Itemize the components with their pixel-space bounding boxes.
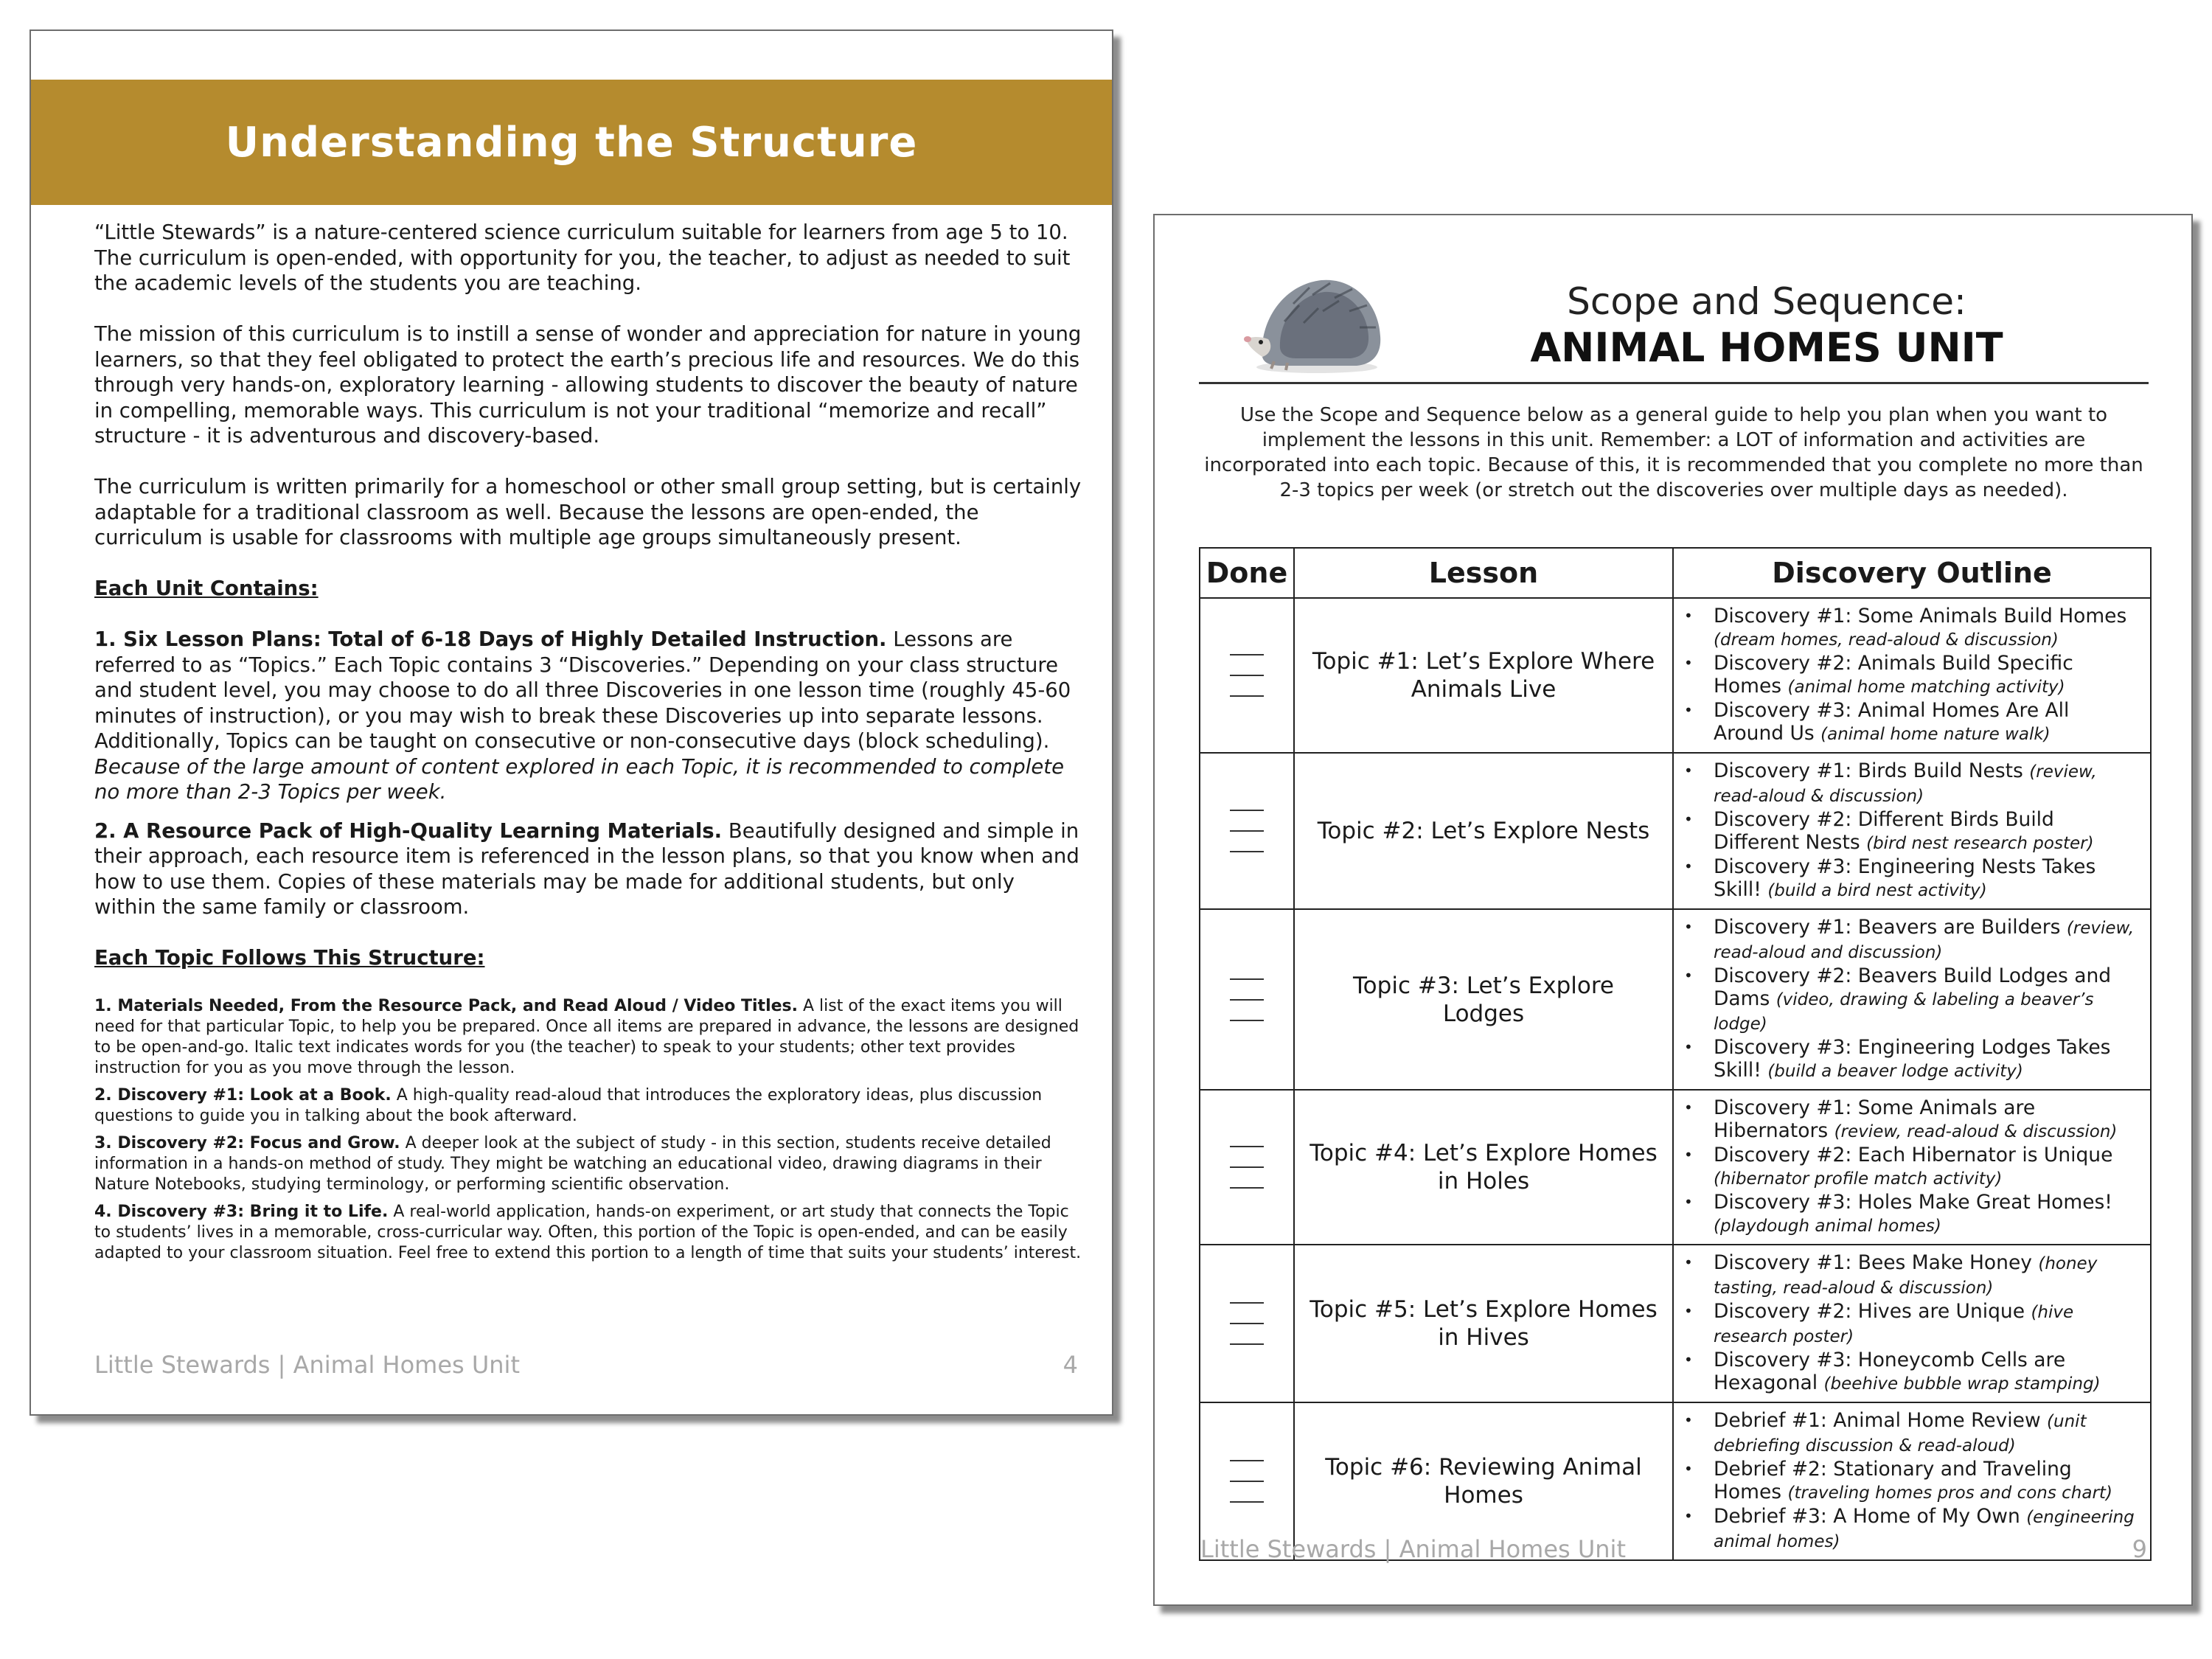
- footer-text: Little Stewards | Animal Homes Unit: [94, 1351, 520, 1379]
- done-checkbox[interactable]: [1230, 1460, 1264, 1461]
- item-bold-label: 1. Six Lesson Plans: Total of 6-18 Days of Highly Detailed Instruction.: [94, 627, 887, 651]
- done-checkbox[interactable]: [1230, 1481, 1264, 1482]
- discovery-list: [1678, 1251, 2144, 1396]
- discovery-title: Debrief #1: Animal Home Review: [1714, 1409, 2048, 1432]
- discovery-outline-cell: [1673, 1245, 2151, 1402]
- discovery-activity-note: (review, read-aloud & discussion): [1714, 762, 2097, 806]
- done-checkbox[interactable]: [1230, 1187, 1264, 1189]
- discovery-activity-note: (build a beaver lodge activity): [1767, 1062, 2023, 1081]
- unit-item-lesson-plans: [94, 627, 1082, 754]
- title-line-1: Scope and Sequence:: [1567, 280, 1966, 323]
- right-page-footer: [1200, 1535, 2147, 1563]
- lesson-cell: Topic #5: Let’s Explore Homes in Hives: [1294, 1245, 1673, 1402]
- done-checkbox[interactable]: [1230, 978, 1264, 980]
- done-checkboxes: [1200, 753, 1294, 909]
- item-text: Beautifully designed and simple in their approach, each resource item is referenced in the lesson plans, so that you know when and how to use them. Copies of these materials may be made for additional students, but only within the same family or classroom.: [94, 818, 1079, 919]
- structure-text: A deeper look at the subject of study - in this section, students receive detailed information in a hands-on method of study. They might be watching an educational video, drawing diagrams in their Nature Notebooks, studying terminology, or performing scientific observation.: [94, 1134, 1051, 1194]
- done-checkbox[interactable]: [1230, 1146, 1264, 1147]
- left-page-body: [94, 220, 1082, 1264]
- discovery-title: Discovery #3: Holes Make Great Homes!: [1714, 1191, 2112, 1214]
- discovery-title: Discovery #3: Animal Homes Are All Around Us: [1714, 699, 2070, 745]
- structure-item-discovery-1: [94, 1085, 1082, 1127]
- structure-label: 1. Materials Needed, From the Resource Pack, and Read Aloud / Video Titles.: [94, 997, 798, 1015]
- discovery-item: [1678, 1144, 2144, 1191]
- structure-text: A high-quality read-aloud that introduces the exploratory ideas, plus discussion questions to guide you in talking about the book afterward.: [94, 1086, 1043, 1125]
- discovery-activity-note: (playdough animal homes): [1714, 1217, 1941, 1236]
- header-lesson: Lesson: [1294, 548, 1673, 598]
- structure-item-discovery-2: [94, 1133, 1082, 1195]
- discovery-activity-note: (engineering animal homes): [1714, 1508, 2135, 1551]
- scope-table: [1199, 547, 2152, 1561]
- discovery-item: [1678, 1300, 2144, 1349]
- done-checkbox[interactable]: [1230, 999, 1264, 1001]
- structure-label: 2. Discovery #1: Look at a Book.: [94, 1086, 392, 1105]
- page-title: Understanding the Structure: [225, 118, 918, 167]
- discovery-activity-note: (bird nest research poster): [1866, 834, 2094, 853]
- unit-item-resource-pack: [94, 818, 1082, 920]
- done-checkbox[interactable]: [1230, 810, 1264, 811]
- discovery-activity-note: (unit debriefing discussion & read-aloud): [1714, 1412, 2087, 1455]
- table-row: [1200, 909, 2151, 1090]
- right-page: [1153, 214, 2193, 1606]
- discovery-list: [1678, 759, 2144, 902]
- discovery-title: Discovery #3: Honeycomb Cells are Hexagonal: [1714, 1349, 2066, 1394]
- table-header-row: [1200, 548, 2151, 598]
- discovery-list: [1678, 1409, 2144, 1554]
- discovery-activity-note: (beehive bubble wrap stamping): [1823, 1374, 2101, 1394]
- title-line-2: ANIMAL HOMES UNIT: [1530, 324, 2003, 371]
- lesson-cell: Topic #1: Let’s Explore Where Animals Live: [1294, 598, 1673, 753]
- discovery-activity-note: (traveling homes pros and cons chart): [1787, 1484, 2112, 1503]
- discovery-item: [1678, 1096, 2144, 1144]
- title-banner: [31, 80, 1112, 205]
- structure-text: A list of the exact items you will need for that particular Topic, to help you be prepared. Once all items are prepared in advance, the lessons are designed to be open-and-go. Italic text indicates words for you (the teacher) to speak to your students; other text provides instruction for you as you move through the lesson.: [94, 997, 1079, 1077]
- done-checkbox[interactable]: [1230, 1343, 1264, 1345]
- discovery-title: Discovery #3: Engineering Lodges Takes Skill!: [1714, 1036, 2111, 1082]
- done-checkbox[interactable]: [1230, 654, 1264, 655]
- unit-item-note: Because of the large amount of content explored in each Topic, it is recommended to complete no more than 2-3 Topics per week.: [94, 754, 1065, 804]
- discovery-activity-note: (hive research poster): [1714, 1303, 2074, 1346]
- done-checkbox[interactable]: [1230, 675, 1264, 676]
- discovery-item: [1678, 759, 2144, 808]
- scope-intro: Use the Scope and Sequence below as a general guide to help you plan when you want to implement the lessons in this unit. Remember: a LOT of information and activities are incorporated into each topic. Because of this, it is recommended that you complete no more than 2-3 topics per week (or stretch out the discoveries over multiple days as needed).: [1204, 404, 2143, 501]
- discovery-activity-note: (build a bird nest activity): [1767, 881, 1987, 900]
- discovery-title: Discovery #2: Animals Build Specific Homes: [1714, 652, 2073, 698]
- discovery-activity-note: (video, drawing & labeling a beaver’s lodge): [1714, 990, 2094, 1034]
- discovery-item: [1678, 699, 2144, 746]
- discovery-list: [1678, 605, 2144, 746]
- unit-contains-heading: Each Unit Contains:: [94, 577, 319, 600]
- table-row: [1200, 753, 2151, 909]
- done-checkbox[interactable]: [1230, 1302, 1264, 1304]
- discovery-title: Discovery #1: Bees Make Honey: [1714, 1251, 2039, 1274]
- discovery-title: Debrief #3: A Home of My Own: [1714, 1505, 2027, 1528]
- item-text: Lessons are referred to as “Topics.” Each Topic contains 3 “Discoveries.” Depending on your class structure and student level, you may choose to do all three Discoveries in one lesson time (roughly 45-60 minutes of instruction), or you may wish to break these Discoveries up into separate lessons. Additionally, Topics can be taught on consecutive or non-consecutive days (block scheduling).: [94, 627, 1071, 753]
- discovery-outline-cell: [1673, 909, 2151, 1090]
- discovery-item: [1678, 1191, 2144, 1238]
- discovery-title: Discovery #1: Birds Build Nests: [1714, 759, 2030, 782]
- done-checkboxes: [1200, 1090, 1294, 1245]
- discovery-title: Discovery #2: Beavers Build Lodges and Dams: [1714, 964, 2112, 1010]
- table-row: [1200, 1090, 2151, 1245]
- done-checkbox[interactable]: [1230, 1166, 1264, 1168]
- structure-label: 3. Discovery #2: Focus and Grow.: [94, 1134, 400, 1152]
- discovery-activity-note: (honey tasting, read-aloud & discussion): [1714, 1254, 2098, 1298]
- header-done: Done: [1200, 548, 1294, 598]
- discovery-list: [1678, 916, 2144, 1083]
- discovery-item: [1678, 808, 2144, 855]
- left-page-footer: [94, 1351, 1078, 1379]
- done-checkboxes: [1200, 598, 1294, 753]
- discovery-activity-note: (animal home matching activity): [1787, 678, 2065, 697]
- discovery-item: [1678, 855, 2144, 902]
- discovery-title: Debrief #2: Stationary and Traveling Homes: [1714, 1458, 2072, 1503]
- discovery-item: [1678, 1458, 2144, 1505]
- mission-paragraph: The mission of this curriculum is to instill a sense of wonder and appreciation for nature in young learners, so that they feel obligated to protect the earth’s precious life and resources. We do this through very hands-on, exploratory learning - allowing students to discover the beauty of nature in compelling, memorable ways. This curriculum is not your traditional “memorize and recall” structure - it is adventurous and discovery-based.: [94, 322, 1082, 448]
- discovery-item: [1678, 652, 2144, 699]
- scope-title: [1435, 279, 2098, 372]
- done-checkbox[interactable]: [1230, 695, 1264, 697]
- structure-item-discovery-3: [94, 1202, 1082, 1264]
- footer-text: Little Stewards | Animal Homes Unit: [1200, 1535, 1626, 1563]
- discovery-title: Discovery #3: Engineering Nests Takes Skill!: [1714, 855, 2096, 901]
- discovery-title: Discovery #2: Different Birds Build Different Nests: [1714, 808, 2054, 854]
- structure-item-materials: [94, 996, 1082, 1079]
- done-checkboxes: [1200, 1245, 1294, 1402]
- intro-paragraph: “Little Stewards” is a nature-centered science curriculum suitable for learners from age 5 to 10. The curriculum is open-ended, with opportunity for you, the teacher, to adjust as needed to suit the academic levels of the students you are teaching.: [94, 220, 1071, 295]
- discovery-outline-cell: [1673, 598, 2151, 753]
- discovery-title: Discovery #1: Some Animals Build Homes: [1714, 605, 2127, 627]
- discovery-title: Discovery #2: Hives are Unique: [1714, 1300, 2031, 1323]
- discovery-item: [1678, 605, 2144, 652]
- discovery-activity-note: (hibernator profile match activity): [1714, 1169, 2003, 1189]
- title-divider: [1199, 382, 2149, 384]
- done-checkbox[interactable]: [1230, 830, 1264, 832]
- discovery-activity-note: (animal home nature walk): [1820, 725, 2051, 744]
- header-discovery-outline: Discovery Outline: [1673, 548, 2151, 598]
- discovery-title: Discovery #1: Some Animals are Hibernators: [1714, 1096, 2036, 1142]
- item-bold-label: 2. A Resource Pack of High-Quality Learning Materials.: [94, 818, 723, 843]
- discovery-outline-cell: [1673, 1090, 2151, 1245]
- done-checkbox[interactable]: [1230, 851, 1264, 852]
- discovery-item: [1678, 1036, 2144, 1083]
- discovery-activity-note: (review, read-aloud & discussion): [1834, 1122, 2118, 1141]
- discovery-activity-note: (review, read-aloud and discussion): [1714, 919, 2135, 962]
- discovery-item: [1678, 1409, 2144, 1458]
- discovery-title: Discovery #1: Beavers are Builders: [1714, 916, 2067, 939]
- lesson-cell: Topic #6: Reviewing Animal Homes: [1294, 1402, 1673, 1560]
- hedgehog-icon: [1242, 260, 1389, 378]
- table-row: [1200, 598, 2151, 753]
- lesson-cell: Topic #3: Let’s Explore Lodges: [1294, 909, 1673, 1090]
- lesson-cell: Topic #4: Let’s Explore Homes in Holes: [1294, 1090, 1673, 1245]
- page-number: 4: [1062, 1351, 1078, 1379]
- done-checkbox[interactable]: [1230, 1323, 1264, 1324]
- page-number: 9: [2132, 1535, 2147, 1563]
- left-page: [29, 29, 1113, 1416]
- discovery-outline-cell: [1673, 753, 2151, 909]
- done-checkbox[interactable]: [1230, 1020, 1264, 1021]
- setting-paragraph: The curriculum is written primarily for a homeschool or other small group setting, but is certainly adaptable for a traditional classroom as well. Because the lessons are open-ended, the curriculum is usable for classrooms with multiple age groups simultaneously present.: [94, 475, 1082, 549]
- discovery-list: [1678, 1096, 2144, 1238]
- structure-text: A real-world application, hands-on experiment, or art study that connects the Topic to students’ lives in a memorable, cross-curricular way. Often, this portion of the Topic is open-ended, and can be easily adapted to your classroom situation. Feel free to extend this portion to a length of time that suits your students’ interest.: [94, 1203, 1082, 1262]
- discovery-activity-note: (dream homes, read-aloud & discussion): [1714, 630, 2059, 650]
- done-checkboxes: [1200, 909, 1294, 1090]
- lesson-cell: Topic #2: Let’s Explore Nests: [1294, 753, 1673, 909]
- discovery-item: [1678, 964, 2144, 1036]
- discovery-item: [1678, 1251, 2144, 1300]
- table-row: [1200, 1245, 2151, 1402]
- discovery-title: Discovery #2: Each Hibernator is Unique: [1714, 1144, 2113, 1166]
- done-checkbox[interactable]: [1230, 1501, 1264, 1503]
- structure-label: 4. Discovery #3: Bring it to Life.: [94, 1203, 389, 1221]
- topic-structure-heading: Each Topic Follows This Structure:: [94, 946, 485, 970]
- discovery-item: [1678, 1349, 2144, 1396]
- discovery-item: [1678, 916, 2144, 964]
